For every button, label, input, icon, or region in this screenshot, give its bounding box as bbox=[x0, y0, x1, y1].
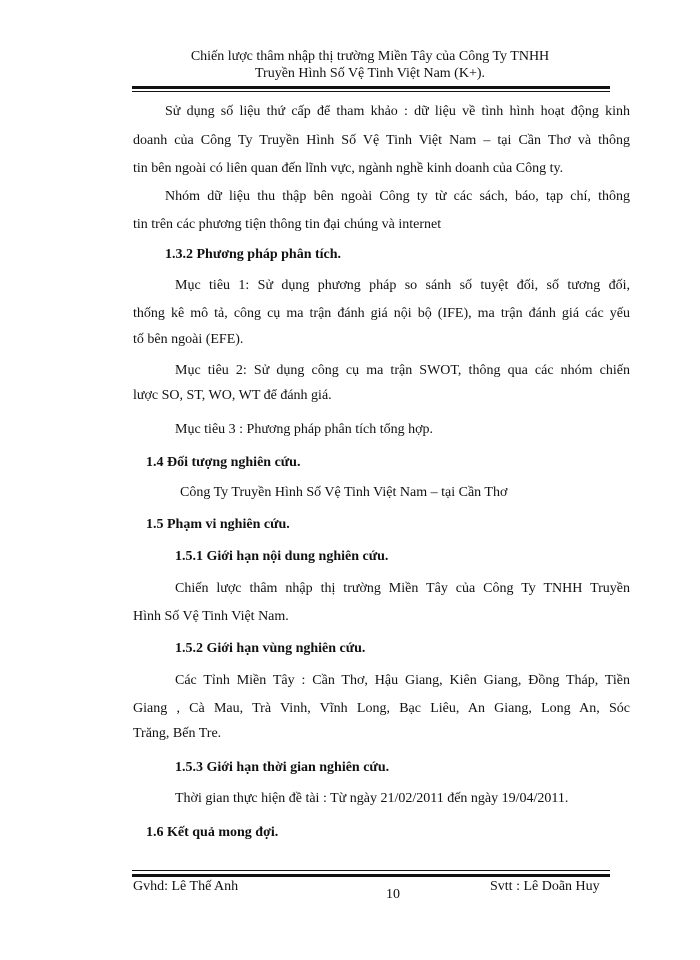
page-number: 10 bbox=[386, 887, 400, 902]
paragraph-line: Sử dụng số liệu thứ cấp để tham khảo : dữ liệu về tình hình hoạt động kinh bbox=[165, 104, 630, 119]
paragraph-line: Hình Số Vệ Tinh Việt Nam. bbox=[133, 609, 289, 624]
section-heading: 1.5.3 Giới hạn thời gian nghiên cứu. bbox=[175, 760, 390, 775]
section-heading: 1.5 Phạm vi nghiên cứu. bbox=[146, 517, 290, 532]
paragraph-line: tố bên ngoài (EFE). bbox=[133, 332, 244, 347]
paragraph-line: Chiến lược thâm nhập thị trường Miền Tây của Công Ty TNHH Truyền bbox=[175, 581, 630, 596]
paragraph-line: tin trên các phương tiện thông tin đại chúng và internet bbox=[133, 217, 442, 232]
header-line-2: Truyền Hình Số Vệ Tinh Việt Nam (K+). bbox=[254, 66, 486, 81]
paragraph-line: doanh của Công Ty Truyền Hình Số Vệ Tinh Việt Nam – tại Cần Thơ và thông bbox=[133, 133, 630, 148]
paragraph-line: Mục tiêu 2: Sử dụng công cụ ma trận SWOT, thông qua các nhóm chiến bbox=[175, 363, 630, 378]
footer-rule-thick bbox=[132, 874, 610, 877]
paragraph-line: Nhóm dữ liệu thu thập bên ngoài Công ty từ các sách, báo, tạp chí, thông bbox=[165, 189, 630, 204]
header-rule-thin bbox=[132, 91, 610, 92]
paragraph-line: Mục tiêu 1: Sử dụng phương pháp so sánh số tuyệt đối, số tương đối, bbox=[175, 278, 630, 293]
running-header bbox=[140, 48, 600, 82]
paragraph-line: Các Tỉnh Miền Tây : Cần Thơ, Hậu Giang, Kiên Giang, Đồng Tháp, Tiền bbox=[175, 673, 630, 688]
footer-rule-thin bbox=[132, 870, 610, 871]
paragraph-line: thống kê mô tả, công cụ ma trận đánh giá nội bộ (IFE), ma trận đánh giá các yếu bbox=[133, 306, 630, 321]
section-heading: 1.3.2 Phương pháp phân tích. bbox=[165, 247, 342, 262]
paragraph-line: Trăng, Bến Tre. bbox=[133, 726, 222, 741]
paragraph-line: lược SO, ST, WO, WT để đánh giá. bbox=[133, 388, 332, 403]
footer-student: Svtt : Lê Doãn Huy bbox=[490, 879, 600, 894]
section-heading: 1.6 Kết quả mong đợi. bbox=[146, 825, 279, 840]
paragraph-line: tin bên ngoài có liên quan đến lĩnh vực, ngành nghề kinh doanh của Công ty. bbox=[133, 161, 564, 176]
paragraph-line: Thời gian thực hiện đề tài : Từ ngày 21/02/2011 đến ngày 19/04/2011. bbox=[175, 791, 569, 806]
section-heading: 1.5.2 Giới hạn vùng nghiên cứu. bbox=[175, 641, 366, 656]
footer-advisor: Gvhd: Lê Thế Anh bbox=[133, 879, 239, 894]
section-heading: 1.4 Đối tượng nghiên cứu. bbox=[146, 455, 301, 470]
paragraph-line: Mục tiêu 3 : Phương pháp phân tích tổng hợp. bbox=[175, 422, 434, 437]
paragraph-line: Giang , Cà Mau, Trà Vinh, Vĩnh Long, Bạc Liêu, An Giang, Long An, Sóc bbox=[133, 701, 630, 716]
section-heading: 1.5.1 Giới hạn nội dung nghiên cứu. bbox=[175, 549, 389, 564]
header-rule-thick bbox=[132, 86, 610, 89]
paragraph-line: Công Ty Truyền Hình Số Vệ Tinh Việt Nam – tại Cần Thơ bbox=[180, 485, 508, 500]
header-line-1: Chiến lược thâm nhập thị trường Miền Tây của Công Ty TNHH bbox=[190, 49, 550, 64]
